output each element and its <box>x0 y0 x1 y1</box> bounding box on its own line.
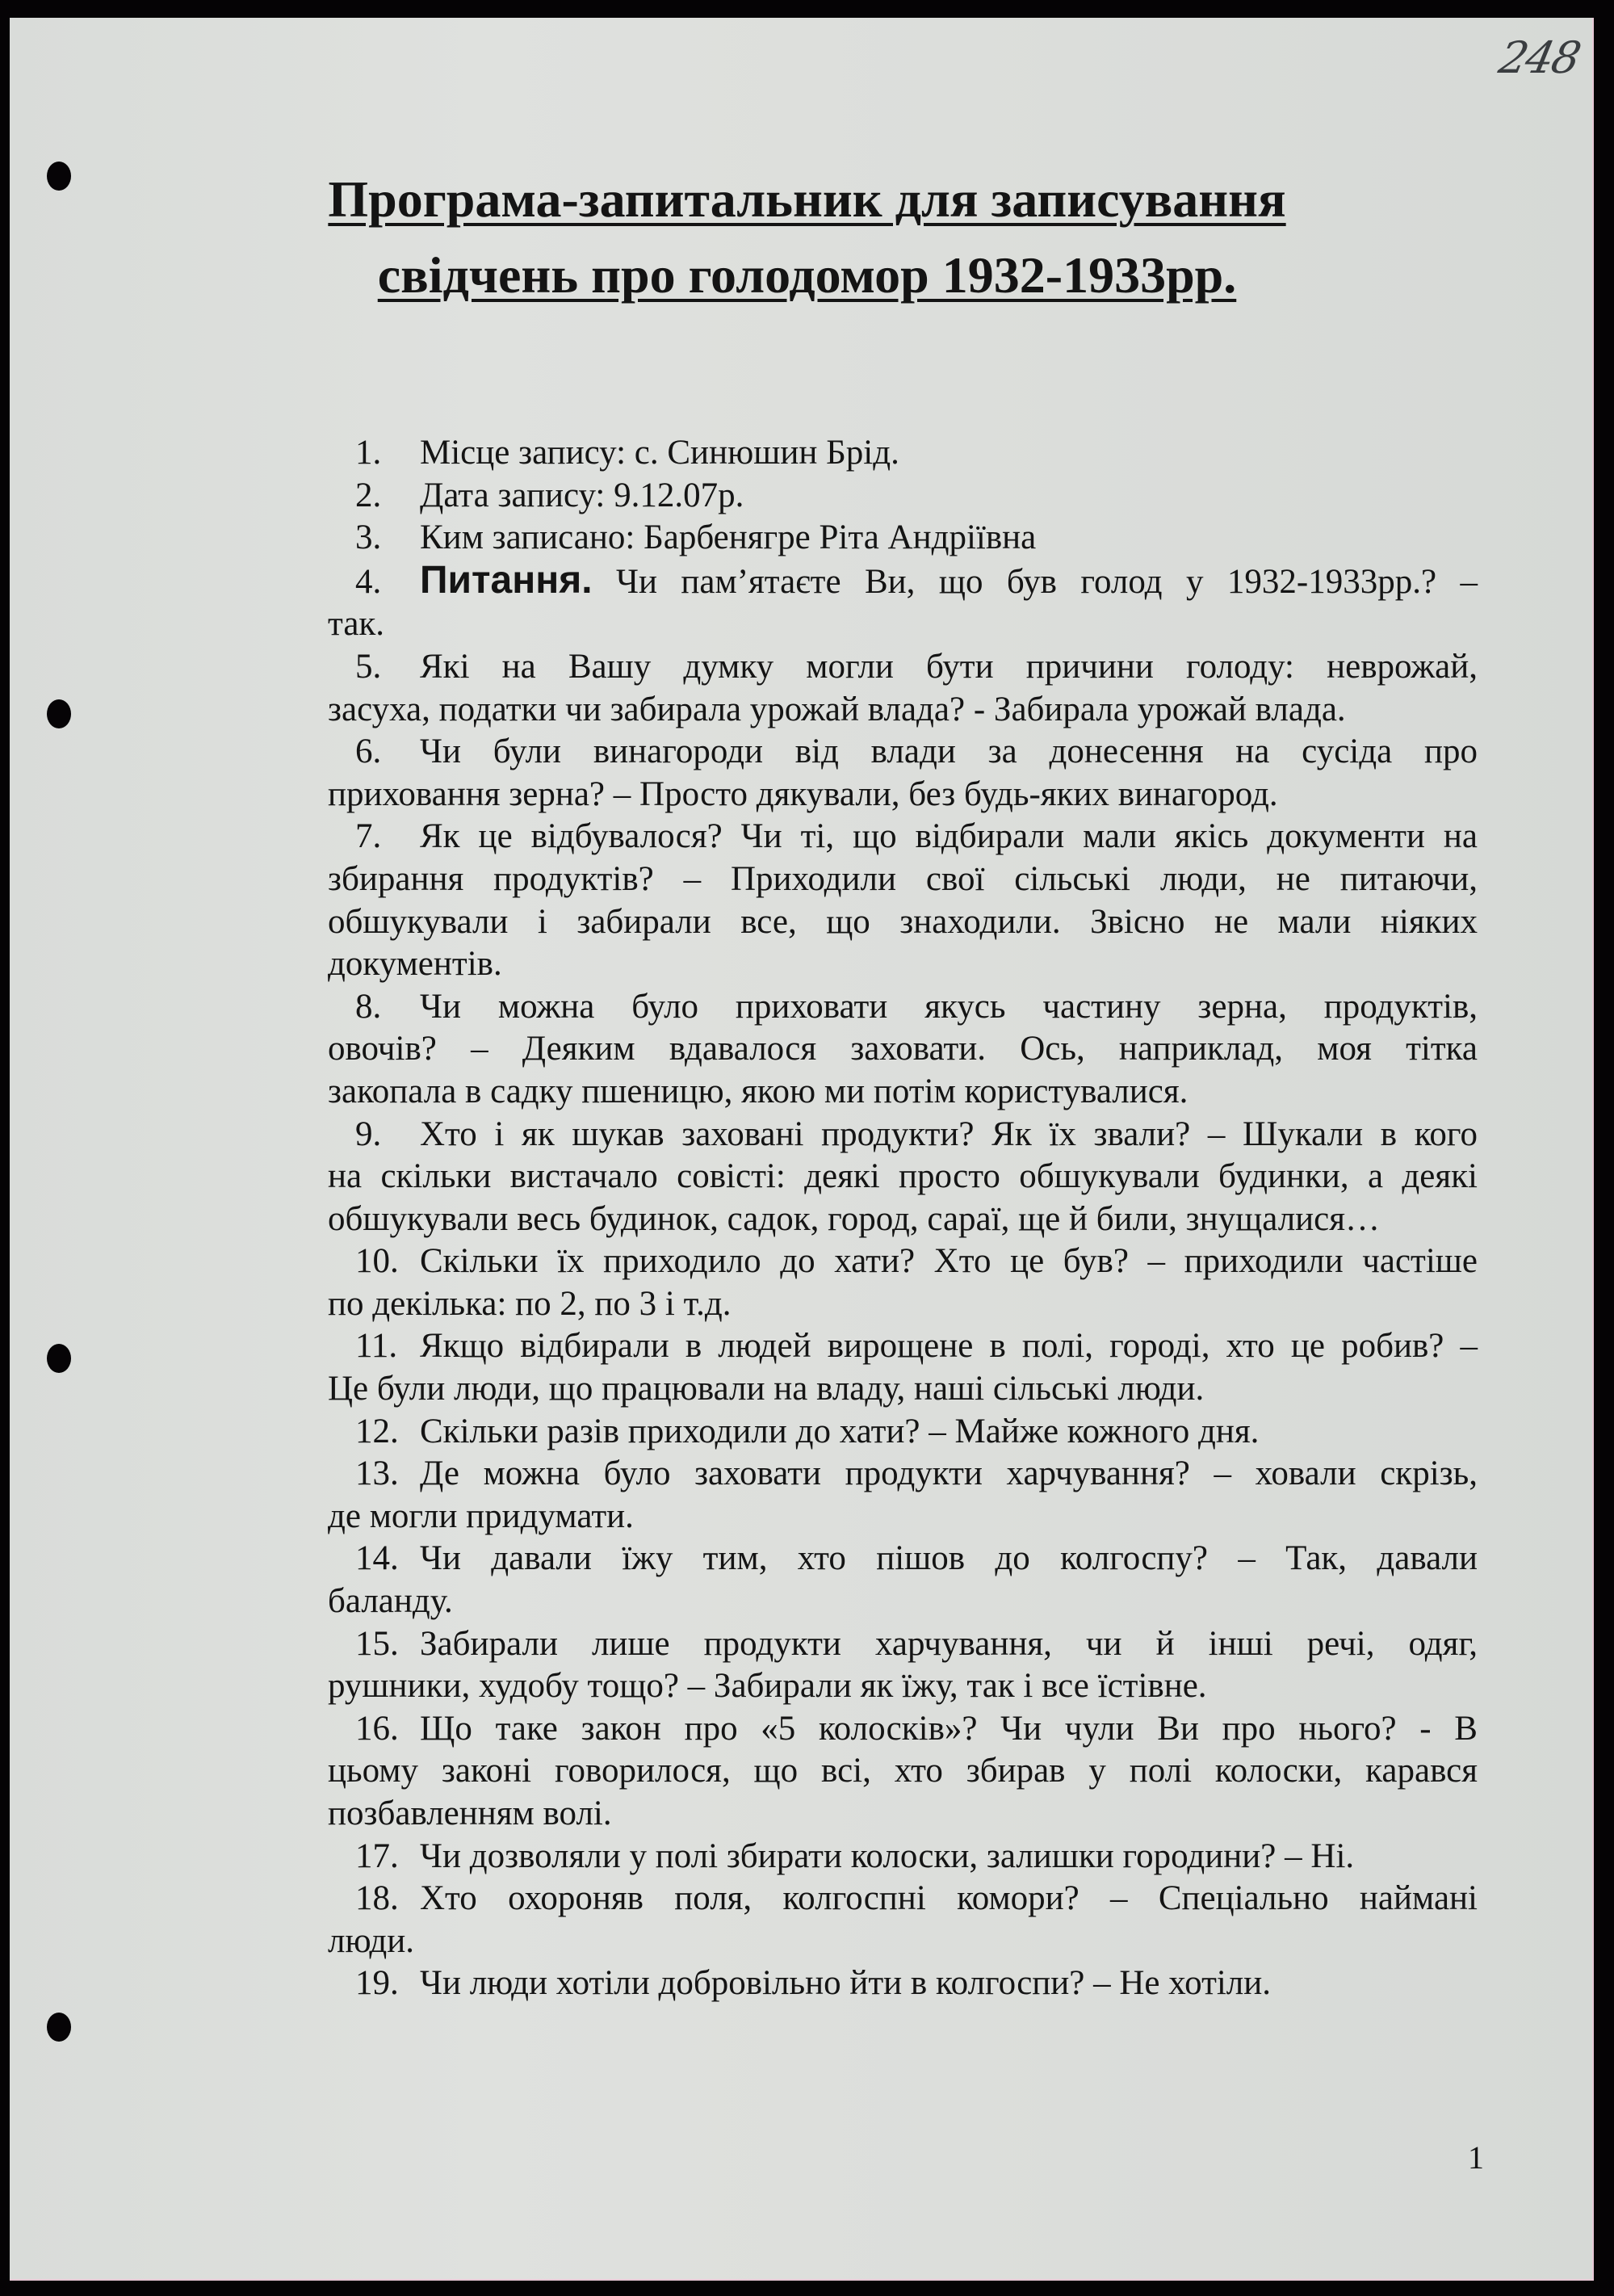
item-text: Ким записано: Барбенягре Ріта Андріївна <box>420 518 1037 557</box>
list-item-line <box>328 1665 1478 1708</box>
list-item <box>328 475 1478 518</box>
item-text: позбавленням волі. <box>328 1794 612 1832</box>
list-item-line <box>328 560 1478 604</box>
list-item-line <box>328 432 1478 475</box>
list-item-line <box>328 1496 1478 1538</box>
title-line-2: свідчень про голодомор 1932-1933рр. <box>377 246 1237 304</box>
list-item <box>328 646 1478 731</box>
list-item-line <box>328 1325 1478 1368</box>
item-number: 16. <box>355 1709 399 1748</box>
list-item-line <box>328 603 1478 646</box>
list-item <box>328 517 1478 560</box>
list-item-line <box>328 475 1478 518</box>
list-item-line <box>328 1283 1478 1326</box>
item-number: 13. <box>355 1454 399 1493</box>
item-text: овочів? – Деяким вдавалося заховати. Ось, наприклад, моя тітка <box>328 1030 1478 1068</box>
list-item-line <box>328 731 1478 774</box>
list-item-line <box>328 1538 1478 1580</box>
item-text: баланду. <box>328 1582 453 1621</box>
title-line-1: Програма-запитальник для записування <box>328 170 1286 228</box>
list-item <box>328 1240 1478 1325</box>
item-text: Чи були винагороди від влади за донесення на сусіда про <box>420 732 1478 771</box>
item-text: люди. <box>328 1921 415 1960</box>
item-text: Як це відбувалося? Чи ті, що відбирали мали якісь документи на <box>420 817 1478 856</box>
question-keyword: Питання. <box>420 558 593 602</box>
punch-hole <box>47 2013 71 2042</box>
item-text: засуха, податки чи забирала урожай влада? - Забирала урожай влада. <box>328 690 1346 728</box>
item-number: 1. <box>355 434 382 472</box>
item-text: обшукували весь будинок, садок, город, сараї, ще й били, знущалися… <box>328 1199 1381 1238</box>
list-item <box>328 1114 1478 1241</box>
list-item-line <box>328 1623 1478 1666</box>
list-item-line <box>328 858 1478 901</box>
item-number: 4. <box>355 562 382 601</box>
item-text: Чи давали їжу тим, хто пішов до колгоспу? – Так, давали <box>420 1539 1478 1578</box>
list-item-line <box>328 1368 1478 1411</box>
item-text: цьому законі говорилося, що всі, хто збирав у полі колоски, карався <box>328 1752 1478 1790</box>
list-item-line <box>328 1114 1478 1156</box>
list-item-line <box>328 1793 1478 1836</box>
list-item <box>328 731 1478 816</box>
list-item <box>328 432 1478 475</box>
list-item-line <box>328 689 1478 732</box>
item-text: рушники, худобу тощо? – Забирали як їжу, так і все їстівне. <box>328 1667 1207 1706</box>
list-item-line <box>328 1878 1478 1920</box>
item-text: по декілька: по 2, по 3 і т.д. <box>328 1284 732 1323</box>
list-item <box>328 1411 1478 1454</box>
list-item-line <box>328 1198 1478 1241</box>
item-number: 10. <box>355 1242 399 1281</box>
item-text: Що таке закон про «5 колосків»? Чи чули Ви про нього? - В <box>420 1709 1478 1748</box>
item-number: 17. <box>355 1836 399 1875</box>
list-item <box>328 1538 1478 1622</box>
list-item-line <box>328 1240 1478 1283</box>
item-text: Скільки разів приходили до хати? – Майже кожного дня. <box>420 1412 1260 1450</box>
item-text: приховання зерна? – Просто дякували, без будь-яких винагород. <box>328 774 1278 813</box>
punch-hole <box>47 1344 71 1373</box>
list-item <box>328 986 1478 1114</box>
item-text: закопала в садку пшеницю, якою ми потім користувалися. <box>328 1072 1188 1110</box>
list-item-line <box>328 1962 1478 2005</box>
list-item <box>328 1708 1478 1836</box>
item-number: 15. <box>355 1624 399 1663</box>
item-number: 18. <box>355 1879 399 1918</box>
list-item-line <box>328 1156 1478 1198</box>
list-item-line <box>328 901 1478 944</box>
list-item-line <box>328 517 1478 560</box>
list-item <box>328 816 1478 985</box>
list-item-line <box>328 943 1478 986</box>
list-item-line <box>328 774 1478 816</box>
item-text: Це були люди, що працювали на владу, наші сільські люди. <box>328 1370 1205 1408</box>
item-number: 8. <box>355 987 382 1026</box>
item-text: документів. <box>328 945 502 984</box>
item-number: 5. <box>355 647 382 686</box>
item-text: Хто охороняв поля, колгоспні комори? – Спеціально наймані <box>420 1879 1478 1918</box>
handwritten-folio-number: 248 <box>1495 32 1584 83</box>
list-item <box>328 1623 1478 1708</box>
list-item-line <box>328 646 1478 689</box>
punch-hole <box>47 699 71 728</box>
item-text: так. <box>328 605 385 644</box>
list-item-line <box>328 1920 1478 1963</box>
list-item <box>328 1836 1478 1878</box>
item-text: Якщо відбирали в людей вирощене в полі, городі, хто це робив? – <box>420 1327 1478 1366</box>
list-item-line <box>328 1750 1478 1793</box>
item-text: Чи дозволяли у полі збирати колоски, залишки городини? – Ні. <box>420 1836 1355 1875</box>
item-text: збирання продуктів? – Приходили свої сільські люди, не питаючи, <box>328 859 1478 898</box>
item-number: 3. <box>355 518 382 557</box>
item-text: Чи можна було приховати якусь частину зерна, продуктів, <box>420 987 1478 1026</box>
item-number: 2. <box>355 476 382 514</box>
list-item <box>328 1878 1478 1962</box>
item-text: Чи люди хотіли добровільно йти в колгоспи? – Не хотіли. <box>420 1964 1272 2003</box>
item-text: на скільки вистачало совісті: деякі просто обшукували будинки, а деякі <box>328 1157 1478 1196</box>
questionnaire-list <box>328 432 1478 2005</box>
item-number: 7. <box>355 817 382 856</box>
item-text: Дата запису: 9.12.07р. <box>420 476 744 514</box>
list-item-line <box>328 1580 1478 1623</box>
item-number: 19. <box>355 1964 399 2003</box>
list-item-line <box>328 1071 1478 1114</box>
list-item-line <box>328 1411 1478 1454</box>
item-text: Скільки їх приходило до хати? Хто це був? – приходили частіше <box>420 1242 1478 1281</box>
item-text: Забирали лише продукти харчування, чи й інші речі, одяг, <box>420 1624 1478 1663</box>
item-text: обшукували і забирали все, що знаходили. Звісно не мали ніяких <box>328 902 1478 941</box>
item-text: Місце запису: с. Синюшин Брід. <box>420 434 899 472</box>
list-item <box>328 560 1478 646</box>
list-item-line <box>328 816 1478 858</box>
item-text: де могли придумати. <box>328 1496 634 1535</box>
item-number: 14. <box>355 1539 399 1578</box>
list-item-line <box>328 986 1478 1029</box>
document-title <box>0 162 1614 313</box>
item-text: Де можна було заховати продукти харчування? – ховали скрізь, <box>420 1454 1478 1493</box>
item-number: 9. <box>355 1114 382 1153</box>
list-item-line <box>328 1708 1478 1751</box>
item-text: Які на Вашу думку могли бути причини голоду: неврожай, <box>420 647 1478 686</box>
item-number: 12. <box>355 1412 399 1450</box>
item-number: 11. <box>355 1327 398 1366</box>
page-number: 1 <box>1468 2139 1484 2176</box>
list-item <box>328 1453 1478 1538</box>
list-item-line <box>328 1453 1478 1496</box>
item-text: Хто і як шукав заховані продукти? Як їх звали? – Шукали в кого <box>420 1114 1478 1153</box>
list-item <box>328 1325 1478 1410</box>
list-item-line <box>328 1028 1478 1071</box>
list-item-line <box>328 1836 1478 1878</box>
list-item <box>328 1962 1478 2005</box>
item-number: 6. <box>355 732 382 771</box>
item-text: Чи пам’ятаєте Ви, що був голод у 1932-1933рр.? – <box>616 562 1478 601</box>
